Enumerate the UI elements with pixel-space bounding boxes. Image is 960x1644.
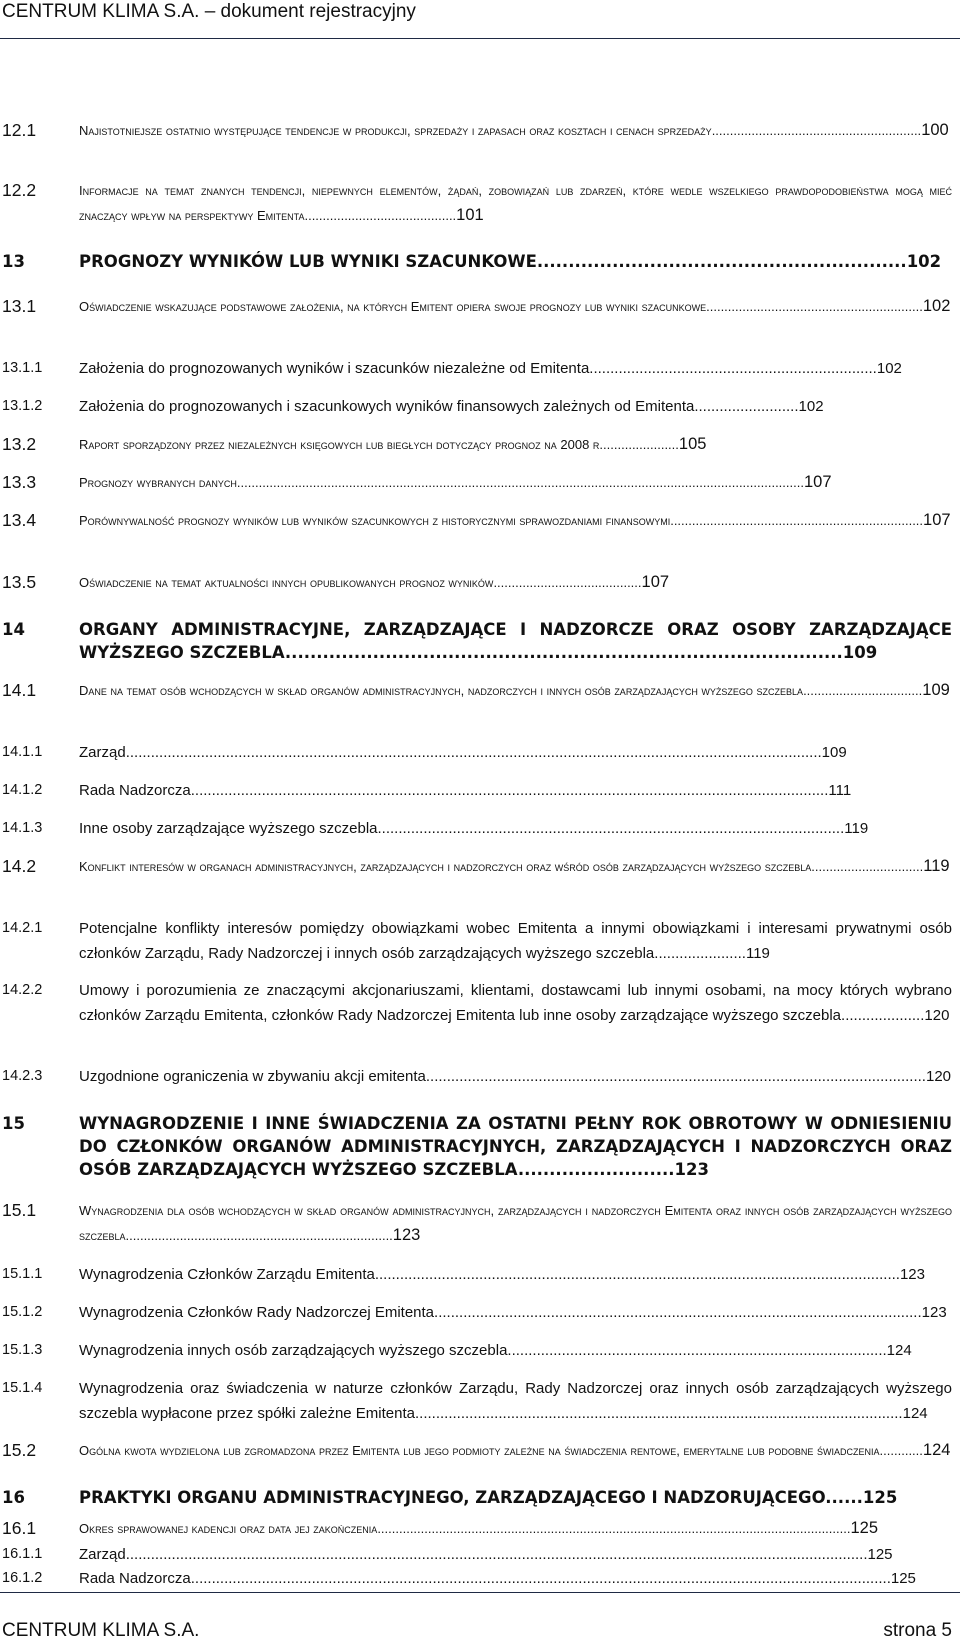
toc-entry-number: 16.1.2 [2, 1570, 43, 1586]
toc-entry-text: Najistotniejsze ostatnio występujące tendencje w produkcji, sprzedaży i zapasach oraz kosztach i cenach sprzedaży [79, 123, 712, 138]
toc-entry-text: Zarząd [79, 1546, 126, 1563]
toc-entry-page: 123 [921, 1304, 947, 1321]
toc-entry-text: Wynagrodzenia dla osób wchodzących w skład organów administracyjnych, zarządzających i nadzorczych Emitenta oraz innych osób zarządzających wyższego szczebla [79, 1203, 952, 1243]
toc-entry-page: 102 [876, 360, 902, 377]
toc-entry-page: 125 [867, 1546, 893, 1563]
toc-entry-page: 100 [921, 121, 949, 139]
toc-entry-text: Porównywalność prognozy wyników lub wyników szacunkowych z historycznymi sprawozdaniami finansowymi [79, 513, 671, 528]
toc-entry-text: Wynagrodzenia oraz świadczenia w naturze członków Zarządu, Rady Nadzorczej oraz innych osób zarządzających wyższego szczebla wypłacone przez spółki zależne Emitenta. [79, 1380, 952, 1422]
toc-entry-text: Oświadczenie wskazujące podstawowe założenia, na których Emitent opiera swoje prognozy lub wyniki szacunkowe [79, 299, 707, 314]
toc-entry-text: WYNAGRODZENIE I INNE ŚWIADCZENIA ZA OSTATNI PEŁNY ROK OBROTOWY W ODNIESIENIU DO CZŁONKÓW ORGANÓW ADMINISTRACYJNYCH, ZARZĄDZAJĄCYCH I NADZORCZYCH ORAZ OSÓB ZARZĄDZAJĄCYCH WYŻSZEGO SZCZEBLA [79, 1114, 952, 1179]
toc-entry-page: 109 [842, 643, 878, 662]
toc-entry-page: 111 [828, 782, 852, 799]
toc-entry-page: 109 [821, 744, 847, 761]
toc-entry-text: Rada Nadzorcza [79, 1570, 191, 1587]
toc-entry-text: Oświadczenie na temat aktualności innych opublikowanych prognoz wyników [79, 575, 494, 590]
toc-entry-text: Wynagrodzenia innych osób zarządzających wyższego szczebla [79, 1342, 508, 1359]
toc-entry-text: Założenia do prognozowanych wyników i szacunków niezależne od Emitenta [79, 360, 590, 377]
toc-entry-number: 16.1.1 [2, 1546, 43, 1562]
toc-entry-page: 107 [803, 473, 832, 491]
toc-entry-page: 109 [922, 681, 950, 699]
toc-entry-page: 124 [922, 1441, 951, 1459]
toc-entry-text: Wynagrodzenia Członków Zarządu Emitenta [79, 1266, 375, 1283]
toc-entry-page: 105 [678, 435, 707, 453]
document-page: CENTRUM KLIMA S.A. – dokument rejestracyjny 12.1 Najistotniejsze ostatnio występujące tendencje w produkcji, sprzedaży i zapasach oraz kosztach i cenach sprzedaży..........................................................100 12.2 Informacje na temat znanych tendencji, niepewnych elementów, żądań, zobowiązań lub zdarzeń, które wedle wszelkiego prawdopodobieństwa mogą mieć znaczący wpływ na perspektywy Emitenta..........................................101 13 PROGNOZY WYNIKÓW LUB WYNIKI SZACUNKOWE...........................................................102 13.1 Oświadczenie wskazujące podstawowe założenia, na których Emitent opiera swoje prognozy lub wyniki szacunkowe............................................................102 13.1.1 Założenia do prognozowanych wyników i szacunków niezależne od Emitenta.....................................................................102 13.1.2 Założenia do prognozowanych i szacunkowych wyników finansowych zależnych od Emitenta.........................102 13.2 Raport sporządzony przez niezależnych księgowych lub biegłych dotyczący prognoz na 2008 r......................105 13.3 Prognozy wybranych danych.............................................................................................................................................................107 13.4 Porównywalność prognozy wyników lub wyników szacunkowych z historycznymi sprawozdaniami finansowymi......................................................................107 13.5 Oświadczenie na temat aktualności innych opublikowanych prognoz wyników.........................................107 14 ORGANY ADMINISTRACYJNE, ZARZĄDZAJĄCE I NADZORCZE ORAZ OSOBY ZARZĄDZAJĄCE WYŻSZEGO SZCZEBLA.........................................................................................109 14.1 Dane na temat osób wchodzących w skład organów administracyjnych, nadzorczych i innych osób zarządzających wyższego szczebla.................................109 14.1.1 Zarząd.......................................................................................................................................................................109 14.1.2 Rada Nadzorcza.........................................................................................................................................................111 14.1.3 Inne osoby zarządzające wyższego szczebla................................................................................................................119 14.2 Konflikt interesów w organach administracyjnych, zarządzających i nadzorczych oraz wśród osób zarządzających wyższego szczebla...............................119 14.2.1 Potencjalne konflikty interesów pomiędzy obowiązkami wobec Emitenta a innymi obowiązkami i interesami prywatnymi osób członków Zarządu, Rady Nadzorczej i innych osób zarządzających wyższego szczebla......................119 14.2.2 Umowy i porozumienia ze znaczącymi akcjonariuszami, klientami, dostawcami lub innymi osobami, na mocy których wybrano członków Zarządu Emitenta, członków Rady Nadzorczej Emitenta lub inne osoby zarządzające wyższego szczebla....................120 14.2.3 Uzgodnione ograniczenia w zbywaniu akcji emitenta........................................................................................................................120 15 WYNAGRODZENIE I INNE ŚWIADCZENIA ZA OSTATNI PEŁNY ROK OBROTOWY W ODNIESIENIU DO CZŁONKÓW ORGANÓW ADMINISTRACYJNYCH, ZARZĄDZAJĄCYCH I NADZORCZYCH ORAZ OSÓB ZARZĄDZAJĄCYCH WYŻSZEGO SZCZEBLA.........................123 15.1 Wynagrodzenia dla osób wchodzących w skład organów administracyjnych, zarządzających i nadzorczych Emitenta oraz innych osób zarządzających wyższego szczebla..........................................................................123 15.1.1 Wynagrodzenia Członków Zarządu Emitenta..............................................................................................................................123 15.1.2 Wynagrodzenia Członków Rady Nadzorczej Emitenta.....................................................................................................................123 15.1.3 Wynagrodzenia innych osób zarządzających wyższego szczebla...........................................................................................124 15.1.4 Wynagrodzenia oraz świadczenia w naturze członków Zarządu, Rady Nadzorczej oraz innych osób zarządzających wyższego szczebla wypłacone przez spółki zależne Emitenta.....................................................................................................................124 15.2 Ogólna kwota wydzielona lub zgromadzona przez Emitenta lub jego podmioty zależne na świadczenia rentowe, emerytalne lub podobne świadczenia............124 16 PRAKTYKI ORGANU ADMINISTRACYJNEGO, ZARZĄDZAJĄCEGO I NADZORUJĄCEGO......125 16.1 Okres sprawowanej kadencji oraz data jej zakończenia...................................................................................................................................125 16.1.1 Zarząd..................................................................................................................................................................................125 16.1.2 Rada Nadzorcza........................................................................................................................................................................125 CENTRUM KLIMA S.A. strona 5 [0, 0, 960, 1644]
toc-entry-page: 119 [745, 945, 770, 962]
toc-entry-page: 107 [641, 573, 670, 591]
toc-entry-text: Założenia do prognozowanych i szacunkowych wyników finansowych zależnych od Emitenta [79, 398, 695, 415]
toc-entry-text: PRAKTYKI ORGANU ADMINISTRACYJNEGO, ZARZĄDZAJĄCEGO I NADZORUJĄCEGO [79, 1488, 826, 1507]
footer-rule [0, 1592, 960, 1593]
toc-entry-page: 125 [850, 1519, 878, 1537]
page-number: strona 5 [883, 1620, 952, 1641]
footer-company: CENTRUM KLIMA S.A. [2, 1620, 200, 1641]
toc-entry-page: 123 [899, 1266, 925, 1283]
toc-entry-text: Ogólna kwota wydzielona lub zgromadzona przez Emitenta lub jego podmioty zależne na świadczenia rentowe, emerytalne lub podobne świadczenia [79, 1443, 880, 1458]
toc-entry-page: 119 [844, 820, 869, 837]
toc-entry-page: 101 [456, 206, 484, 224]
toc-entry-text: Informacje na temat znanych tendencji, niepewnych elementów, żądań, zobowiązań lub zdarzeń, które wedle wszelkiego prawdopodobieństwa mogą mieć znaczący wpływ na perspektywy Emitenta [79, 183, 952, 223]
toc-entry-text: Okres sprawowanej kadencji oraz data jej zakończenia [79, 1521, 378, 1536]
toc-entry-text: Potencjalne konflikty interesów pomiędzy obowiązkami wobec Emitenta a innymi obowiązkami i interesami prywatnymi osób członków Zarządu, Rady Nadzorczej i innych osób zarządzających wyższego szczebla. [79, 920, 952, 962]
toc-entry-text: PROGNOZY WYNIKÓW LUB WYNIKI SZACUNKOWE [79, 252, 537, 271]
toc-entry-text: Dane na temat osób wchodzących w skład organów administracyjnych, nadzorczych i innych osób zarządzających wyższego szczebla [79, 683, 804, 698]
toc-entry-text: Raport sporządzony przez niezależnych księgowych lub biegłych dotyczący prognoz na 2008 r. [79, 437, 604, 452]
toc-entry-page: 125 [890, 1570, 916, 1587]
toc-entry-text: Inne osoby zarządzające wyższego szczebla [79, 820, 378, 837]
toc-entry-page: 124 [902, 1405, 928, 1422]
toc-entry-page: 102 [906, 252, 942, 271]
header-title: CENTRUM KLIMA S.A. – dokument rejestracyjny [2, 1, 416, 22]
toc-entry-text: Uzgodnione ograniczenia w zbywaniu akcji emitenta [79, 1068, 426, 1085]
toc-entry-text: Rada Nadzorcza [79, 782, 191, 799]
toc-entry-page: 124 [886, 1342, 912, 1359]
toc-entry-page: 123 [674, 1160, 709, 1179]
toc-entry-text: Konflikt interesów w organach administracyjnych, zarządzających i nadzorczych oraz wśród osób zarządzających wyższego szczebla [79, 859, 812, 874]
toc-entry-page: 120 [924, 1007, 950, 1024]
toc-entry-text: Zarząd [79, 744, 126, 761]
toc-entry-text: ORGANY ADMINISTRACYJNE, ZARZĄDZAJĄCE I NADZORCZE ORAZ OSOBY ZARZĄDZAJĄCE WYŻSZEGO SZCZEBLA [79, 620, 952, 662]
toc-entry-page: 102 [798, 398, 824, 415]
toc-entry-page: 125 [862, 1488, 898, 1507]
toc-entry-page: 120 [925, 1068, 952, 1085]
toc-entry-page: 123 [392, 1226, 421, 1244]
toc-entry-text: Wynagrodzenia Członków Rady Nadzorczej Emitenta [79, 1304, 435, 1321]
toc-entry-page: 107 [923, 511, 951, 529]
toc-entry-text: Umowy i porozumienia ze znaczącymi akcjonariuszami, klientami, dostawcami lub innymi osobami, na mocy których wybrano członków Zarządu Emitenta, członków Rady Nadzorczej Emitenta lub inne osoby zarządzające wyższego szczebla [79, 982, 952, 1024]
toc-entry-page: 102 [922, 297, 951, 315]
toc-entry-page: 119 [923, 857, 950, 875]
header-rule [0, 38, 960, 39]
toc-entry-text: Prognozy wybranych danych [79, 475, 237, 490]
